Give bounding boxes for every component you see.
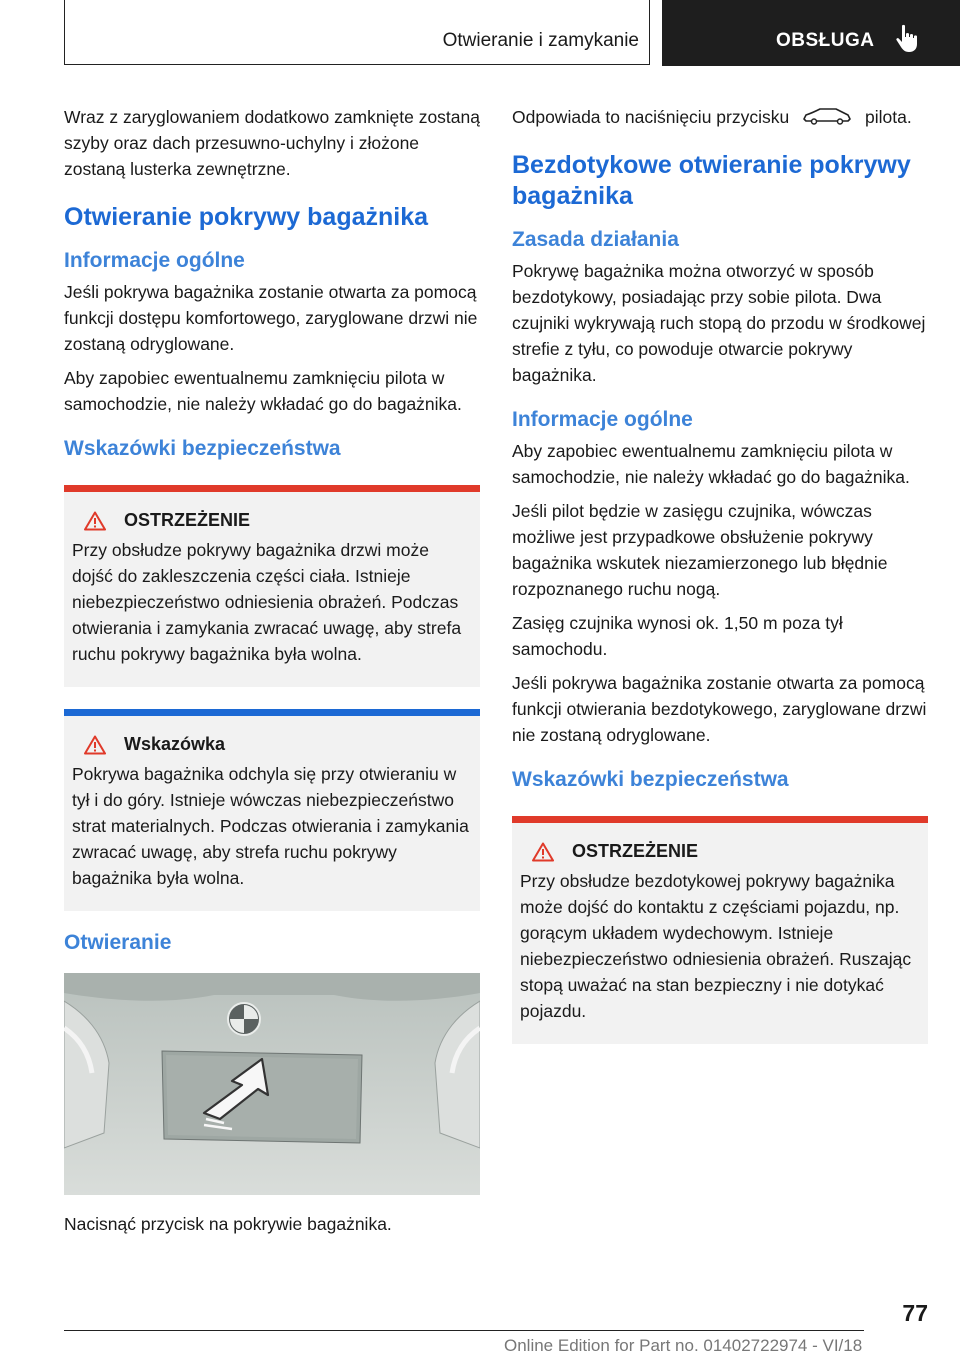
warning-box [512,816,928,1044]
page-header [0,0,960,66]
paragraph: Jeśli pokrywa bagażnika zostanie otwarta za pomocą funkcji dostępu komfortowego, zaryglowane drzwi nie zostaną odryglowane. [64,282,478,354]
warning-text: Przy obsłudze bezdotykowej pokrywy bagażnika może dojść do kontaktu z częściami pojazdu, np. gorącym układem wydechowym. Istnieje niebezpieczeństwo odniesienia obrażeń. Ruszając stopą uważać na stan bezpieczny i nie dotykać pojazdu. [520,871,912,1021]
paragraph: Jeśli pokrywa bagażnika zostanie otwarta za pomocą funkcji otwierania bezdotykowego, zaryglowane drzwi nie zostaną odryglowane. [512,673,927,745]
left-column [64,104,480,1245]
section-title: OBSŁUGA [776,30,875,51]
subheading-general-info: Informacje ogólne [512,408,693,431]
section-heading-touchless-opening: Bezdotykowe otwieranie pokrywy bagażnika [512,151,911,210]
warning-triangle-icon [532,842,554,862]
paragraph: Pokrywę bagażnika można otworzyć w sposób bezdotykowy, posiadając przy sobie pilota. Dwa czujniki wykrywają ruch stopą do przodu w środkowej strefie z tyłu, co powoduje otwarcie pokrywy bagażnika. [512,261,926,385]
warning-triangle-icon [84,735,106,755]
intro-paragraph: Wraz z zaryglowaniem dodatkowo zamknięte zostaną szyby oraz dach przesuwno-uchylny i złożone zostaną lusterka zewnętrzne. [64,107,480,179]
car-trunk-icon [802,107,852,125]
footer-divider [64,1330,864,1331]
subheading-opening: Otwieranie [64,931,172,954]
note-text: Pokrywa bagażnika odchyla się przy otwieraniu w tył i do góry. Istnieje wówczas niebezpieczeństwo strat materialnych. Podczas otwierania i zamykania zwracać uwagę, aby strefa ruchu pokrywy bagażnika była wolna. [72,764,469,888]
paragraph: Jeśli pilot będzie w zasięgu czujnika, wówczas możliwe jest przypadkowe obsłużenie pokrywy bagażnika wskutek niezamierzonego lub błędnie rozpoznanego ruchu nogą. [512,501,888,599]
subheading-general-info: Informacje ogólne [64,249,245,272]
note-box [64,709,480,911]
chapter-title: Otwieranie i zamykanie [442,30,639,51]
tailgate-button-illustration [64,973,480,1195]
intro-paragraph: Odpowiada to naciśnięciu przycisku pilota. [512,107,912,127]
warning-title: OSTRZEŻENIE [572,841,699,861]
figure-caption: Nacisnąć przycisk na pokrywie bagażnika. [64,1214,392,1234]
paragraph: Zasięg czujnika wynosi ok. 1,50 m poza tył samochodu. [512,613,843,659]
subheading-safety: Wskazówki bezpieczeństwa [64,437,341,460]
paragraph: Aby zapobiec ewentualnemu zamknięciu pilota w samochodzie, nie należy wkładać go do bagażnika. [512,441,910,487]
subheading-principle: Zasada działania [512,228,679,251]
page-number: 77 [902,1300,928,1326]
subheading-safety: Wskazówki bezpieczeństwa [512,768,789,791]
warning-title: OSTRZEŻENIE [124,510,251,530]
paragraph: Aby zapobiec ewentualnemu zamknięciu pilota w samochodzie, nie należy wkładać go do bagażnika. [64,368,462,414]
warning-text: Przy obsłudze pokrywy bagażnika drzwi może dojść do zakleszczenia części ciała. Istnieje niebezpieczeństwo odniesienia obrażeń. Podczas otwierania i zamykania zwracać uwagę, aby strefa ruchu pokrywy bagażnika była wolna. [72,540,462,664]
edition-info: Online Edition for Part no. 01402722974 - VI/18 [504,1336,863,1355]
header-section-tab [662,0,960,66]
header-chapter-box [64,0,650,65]
right-column [512,104,928,1062]
note-title: Wskazówka [124,734,226,754]
warning-triangle-icon [84,511,106,531]
pointing-hand-icon [895,24,921,54]
section-heading-tailgate-opening: Otwieranie pokrywy bagażnika [64,203,429,231]
warning-box [64,485,480,687]
